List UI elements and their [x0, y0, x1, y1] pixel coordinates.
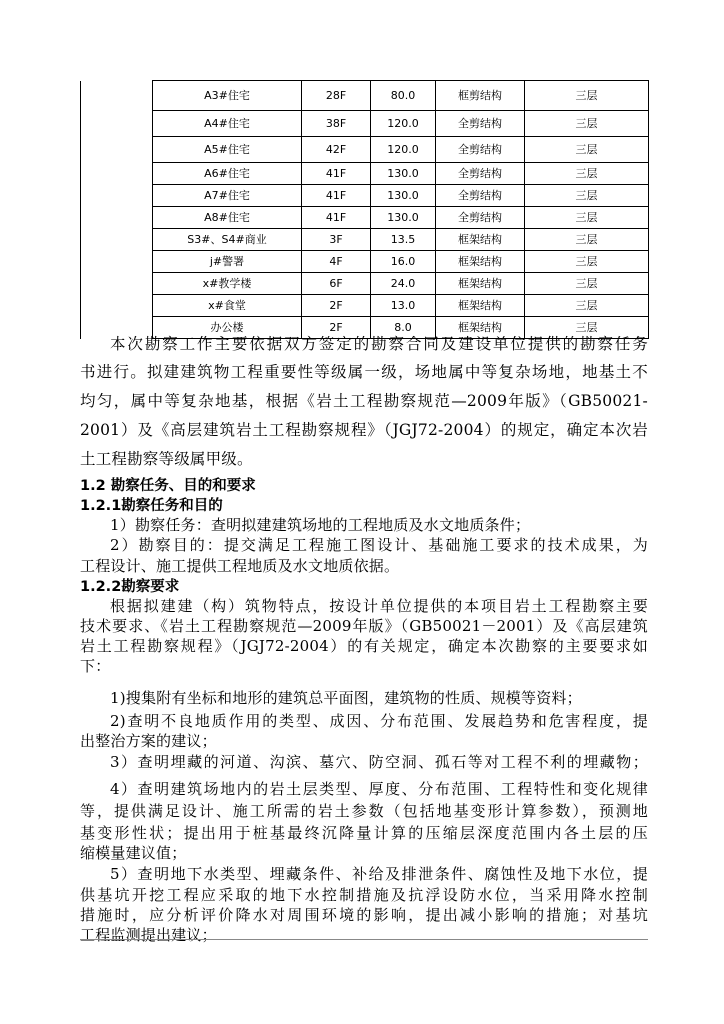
- height-cell: 120.0: [371, 137, 436, 163]
- structure-cell: 框架结构: [436, 251, 525, 273]
- table-row: [81, 81, 649, 111]
- task-item-2-line-2: 工程设计、施工提供工程地质及水文地质依据。: [80, 557, 400, 575]
- grade-cell: 三层: [525, 295, 649, 317]
- floors-cell: 41F: [302, 185, 371, 207]
- height-cell: 13.5: [371, 229, 436, 251]
- task-item-1: 1）勘察任务：查明拟建建筑场地的工程地质及水文地质条件；: [110, 516, 531, 534]
- blank-cell: [81, 163, 153, 185]
- building-name-cell: S3#、S4#商业: [153, 229, 302, 251]
- blank-cell: [81, 251, 153, 273]
- floors-cell: 2F: [302, 317, 371, 339]
- blank-cell: [81, 295, 153, 317]
- req-item-3: 3）查明埋藏的河道、沟滨、墓穴、防空洞、孤石等对工程不利的埋藏物；: [110, 753, 648, 771]
- floors-cell: 4F: [302, 251, 371, 273]
- table-row: [81, 207, 649, 229]
- grade-cell: 三层: [525, 81, 649, 111]
- blank-cell: [81, 185, 153, 207]
- grade-cell: 三层: [525, 317, 649, 339]
- building-name-cell: A5#住宅: [153, 137, 302, 163]
- building-name-cell: A4#住宅: [153, 111, 302, 137]
- req-item-5-line-3: 措施时，应分析评价降水对周围环境的影响，提出减小影响的措施；对基坑: [80, 906, 648, 924]
- intro-line-1: 本次勘察工作主要依据双方签定的勘察合同及建设单位提供的勘察任务: [110, 335, 648, 353]
- req-item-2-line-1: 2)查明不良地质作用的类型、成因、分布范围、发展趋势和危害程度，提: [110, 712, 648, 730]
- grade-cell: 三层: [525, 163, 649, 185]
- height-cell: 130.0: [371, 207, 436, 229]
- intro-line-4: 2001）及《高层建筑岩土工程勘察规程》（JGJ72-2004）的规定，确定本次岩: [80, 421, 648, 439]
- table-row: [81, 229, 649, 251]
- grade-cell: 三层: [525, 207, 649, 229]
- req-item-4-line-4: 缩模量建议值；: [80, 844, 187, 862]
- req-item-1: 1)搜集附有坐标和地形的建筑总平面图，建筑物的性质、规模等资料；: [110, 689, 582, 707]
- floors-cell: 6F: [302, 273, 371, 295]
- building-table: [80, 80, 649, 339]
- blank-cell: [81, 207, 153, 229]
- building-name-cell: A3#住宅: [153, 81, 302, 111]
- structure-cell: 全剪结构: [436, 207, 525, 229]
- height-cell: 16.0: [371, 251, 436, 273]
- structure-cell: 全剪结构: [436, 137, 525, 163]
- section-title-1-2-2: 1.2.2勘察要求: [80, 579, 180, 595]
- building-name-cell: j#警署: [153, 251, 302, 273]
- req-item-5-line-2: 供基坑开挖工程应采取的地下水控制措施及抗浮设防水位，当采用降水控制: [80, 886, 648, 904]
- height-cell: 130.0: [371, 185, 436, 207]
- building-name-cell: x#食堂: [153, 295, 302, 317]
- building-name-cell: 办公楼: [153, 317, 302, 339]
- table-row: [81, 111, 649, 137]
- structure-cell: 框架结构: [436, 229, 525, 251]
- blank-cell: [81, 137, 153, 163]
- floors-cell: 41F: [302, 207, 371, 229]
- req-item-4-line-2: 等，提供满足设计、施工所需的岩土参数（包括地基变形计算参数），预测地: [80, 802, 648, 820]
- req-item-2-line-2: 出整治方案的建议；: [80, 732, 217, 750]
- floors-cell: 38F: [302, 111, 371, 137]
- task-item-2-line-1: 2）勘察目的：提交满足工程施工图设计、基础施工要求的技术成果，为: [110, 536, 648, 554]
- structure-cell: 全剪结构: [436, 163, 525, 185]
- building-name-cell: A7#住宅: [153, 185, 302, 207]
- structure-cell: 框架结构: [436, 295, 525, 317]
- blank-cell: [81, 273, 153, 295]
- grade-cell: 三层: [525, 111, 649, 137]
- structure-cell: 全剪结构: [436, 111, 525, 137]
- table-row: [81, 251, 649, 273]
- table-row: [81, 295, 649, 317]
- grade-cell: 三层: [525, 251, 649, 273]
- blank-cell: [81, 81, 153, 111]
- section-title-1-2-1: 1.2.1勘察任务和目的: [80, 498, 223, 514]
- req-intro-line-3: 岩土工程勘察规程》（JGJ72-2004）的有关规定，确定本次勘察的主要要求如: [80, 637, 648, 655]
- height-cell: 120.0: [371, 111, 436, 137]
- height-cell: 13.0: [371, 295, 436, 317]
- req-intro-line-2: 技术要求、《岩土工程勘察规范—2009年版》（GB50021－2001）及《高层建筑: [80, 617, 648, 635]
- intro-line-5: 土工程勘察等级属甲级。: [80, 450, 253, 468]
- req-item-4-line-3: 基变形性状；提出用于桩基最终沉降量计算的压缩层深度范围内各土层的压: [80, 824, 648, 842]
- floors-cell: 41F: [302, 163, 371, 185]
- table-row: [81, 163, 649, 185]
- building-name-cell: A8#住宅: [153, 207, 302, 229]
- footer-divider: [80, 939, 648, 940]
- table-row: [81, 185, 649, 207]
- req-item-5-line-1: 5）查明地下水类型、埋藏条件、补给及排泄条件、腐蚀性及地下水位，提: [110, 865, 648, 883]
- building-name-cell: x#教学楼: [153, 273, 302, 295]
- intro-line-2: 书进行。拟建建筑物工程重要性等级属一级，场地属中等复杂场地，地基土不: [80, 363, 648, 381]
- height-cell: 130.0: [371, 163, 436, 185]
- height-cell: 24.0: [371, 273, 436, 295]
- height-cell: 8.0: [371, 317, 436, 339]
- intro-line-3: 均匀，属中等复杂地基，根据《岩土工程勘察规范—2009年版》（GB50021-: [80, 392, 648, 410]
- height-cell: 80.0: [371, 81, 436, 111]
- blank-cell: [81, 229, 153, 251]
- floors-cell: 28F: [302, 81, 371, 111]
- structure-cell: 框架结构: [436, 317, 525, 339]
- building-name-cell: A6#住宅: [153, 163, 302, 185]
- blank-cell: [81, 111, 153, 137]
- floors-cell: 42F: [302, 137, 371, 163]
- structure-cell: 框架结构: [436, 273, 525, 295]
- structure-cell: 全剪结构: [436, 185, 525, 207]
- req-item-5-line-4: 工程监测提出建议；: [80, 926, 217, 944]
- floors-cell: 3F: [302, 229, 371, 251]
- req-intro-line-1: 根据拟建建（构）筑物特点，按设计单位提供的本项目岩土工程勘察主要: [110, 597, 648, 615]
- section-title-1-2: 1.2 勘察任务、目的和要求: [80, 478, 256, 494]
- grade-cell: 三层: [525, 273, 649, 295]
- grade-cell: 三层: [525, 229, 649, 251]
- req-intro-line-4: 下：: [80, 657, 111, 675]
- table-row: [81, 137, 649, 163]
- floors-cell: 2F: [302, 295, 371, 317]
- req-item-4-line-1: 4）查明建筑场地内的岩土层类型、厚度、分布范围、工程特性和变化规律: [110, 780, 648, 798]
- table-row: [81, 273, 649, 295]
- structure-cell: 框剪结构: [436, 81, 525, 111]
- grade-cell: 三层: [525, 185, 649, 207]
- grade-cell: 三层: [525, 137, 649, 163]
